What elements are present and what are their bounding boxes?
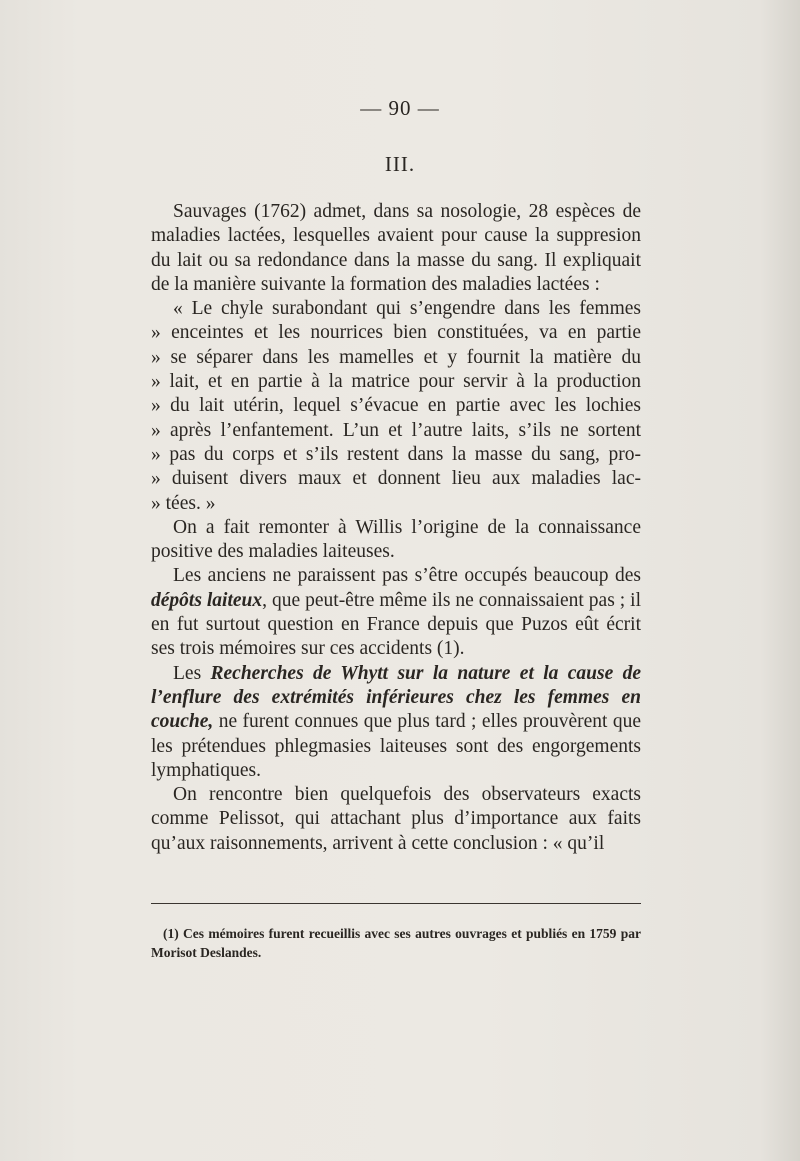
quote-line: » lait, et en partie à la matrice pour servir à la production (151, 371, 641, 393)
page-number: — 90 — (360, 96, 440, 120)
paragraph-sauvages: Sauvages (1762) admet, dans sa nosologie, 28 espèces de maladies lactées, lesquelles avaient pour cause la suppresion du lait ou sa redondance dans la masse du sang. Il expliquait de la manière suivante la formation des maladies lactées : (151, 201, 641, 295)
quote-line: » pas du corps et s’ils restent dans la masse du sang, pro- (151, 443, 641, 465)
quotation-block (151, 297, 641, 516)
quote-line: » se séparer dans les mamelles et y fournit la matière du (151, 346, 641, 368)
paragraph-whytt (151, 662, 641, 783)
paragraph-anciens (151, 564, 641, 661)
paragraph-willis: On a fait remonter à Willis l’origine de la connaissance positive des maladies laiteuses. (151, 516, 641, 563)
text-run: , que peut-être même ils ne connaissaient pas ; il en fut surtout question en France depuis que Puzos eût écrit ses trois mémoires sur ces accidents (1). (151, 589, 641, 660)
italic-term: dépôts laiteux (151, 589, 263, 611)
paragraph-pelissot: On rencontre bien quelquefois des observateurs exacts comme Pelissot, qui attachant plus d’importance aux faits qu’aux raisonnements, arrivent à cette conclusion : « qu’il (151, 784, 641, 854)
quote-line: » après l’enfantement. L’un et l’autre laits, s’ils ne sortent (151, 419, 641, 441)
footnote: (1) Ces mémoires furent recueillis avec ses autres ouvrages et publiés en 1759 par Morisot Deslandes. (151, 926, 641, 960)
text-run: Les anciens ne paraissent pas s’être occupés beaucoup des (173, 565, 641, 587)
quote-line: » duisent divers maux et donnent lieu aux maladies lac- (151, 468, 641, 490)
section-title: III. (384, 152, 416, 176)
body-text (151, 200, 641, 856)
text-run: Les (173, 662, 211, 684)
quote-line: » enceintes et les nourrices bien constituées, va en partie (151, 322, 641, 344)
italic-title: Recherches de Whytt sur la nature et la cause de l’enflure des extrémités inférieures chez les femmes en couche, (151, 662, 641, 733)
quote-line: « Le chyle surabondant qui s’engendre dans les femmes (173, 298, 641, 320)
text-run: ne furent connues que plus tard ; elles prouvèrent que les prétendues phlegmasies laiteuses sont des engorgements lymphatiques. (151, 711, 641, 781)
footnote-rule (151, 903, 641, 904)
quote-line: » tées. » (151, 492, 216, 514)
quote-line: » du lait utérin, lequel s’évacue en partie avec les lochies (151, 395, 641, 417)
